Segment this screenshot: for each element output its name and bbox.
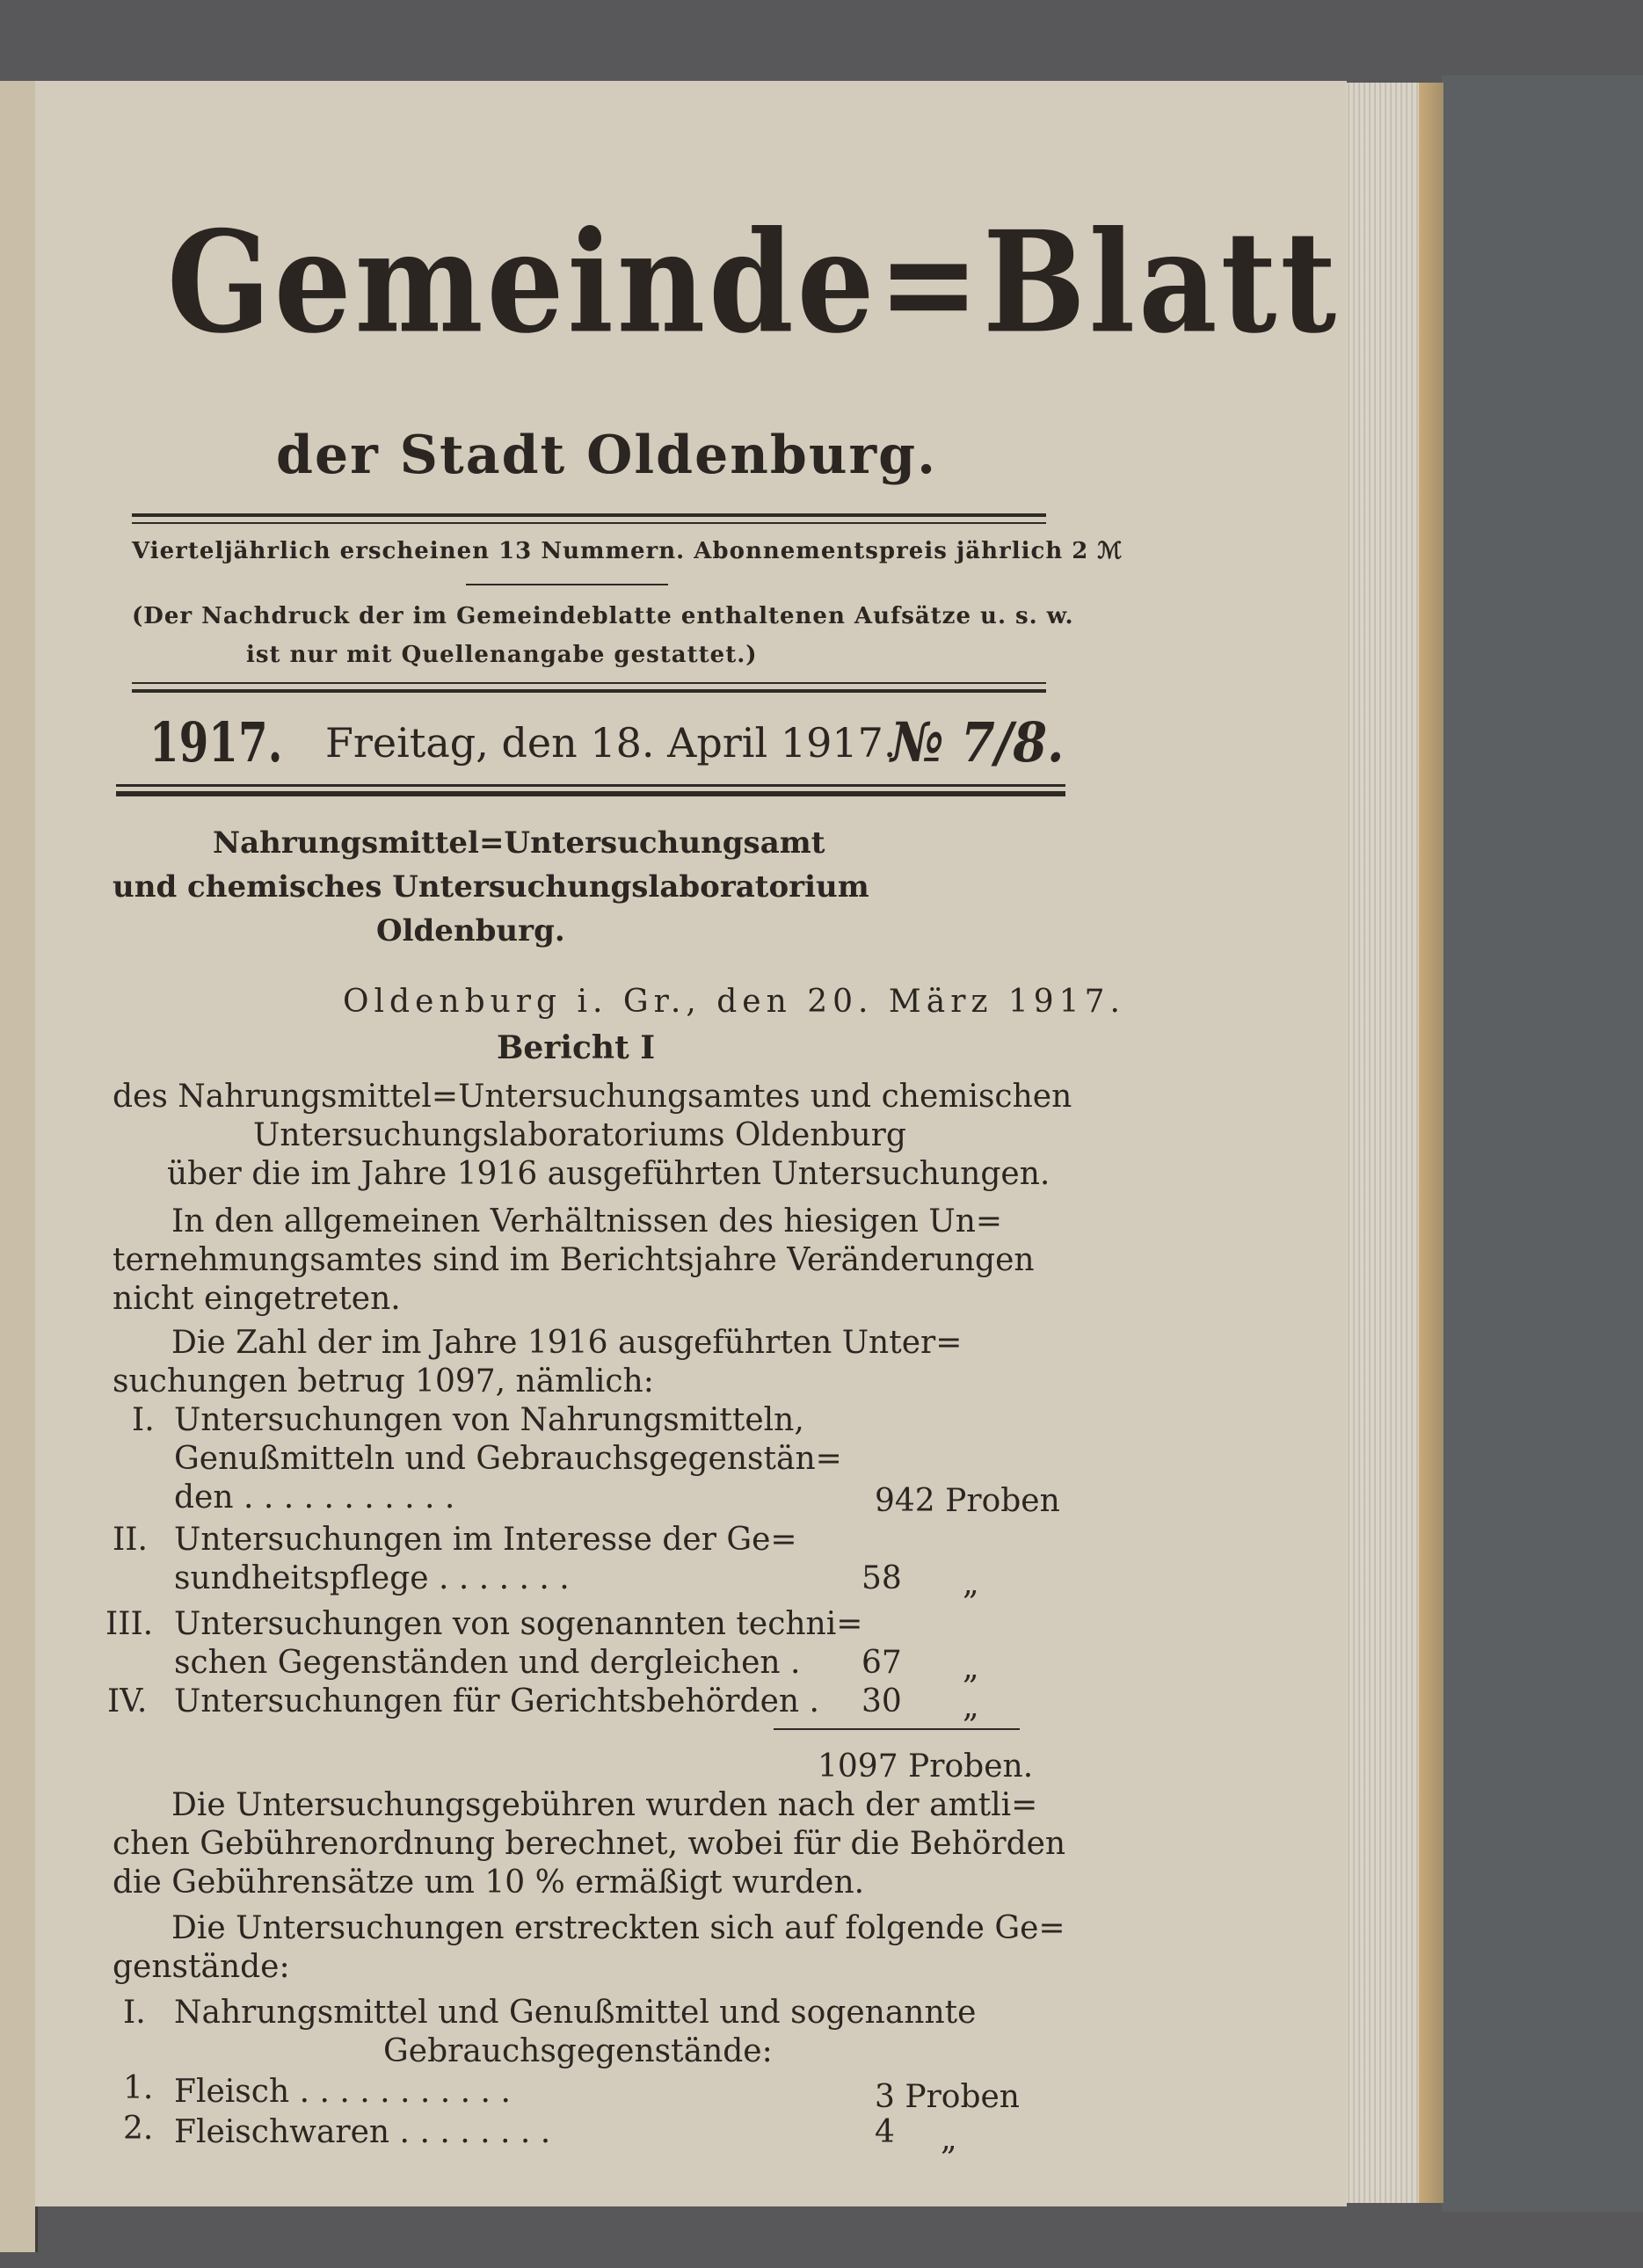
item-4-numeral: IV. bbox=[107, 1683, 148, 1719]
sub-item-1-value: 3 Proben bbox=[875, 2079, 1020, 2115]
paragraph4-line-1: Die Untersuchungen erstreckten sich auf folgende Ge= bbox=[171, 1910, 1065, 1946]
office-line-1: Nahrungsmittel=Untersuchungsamt bbox=[213, 825, 825, 861]
book-cover-edge bbox=[1442, 76, 1643, 2212]
masthead-title: Gemeinde=Blatt bbox=[167, 200, 1341, 365]
page-stack bbox=[1345, 83, 1443, 2203]
item-2-line-2: sundheitspflege . . . . . . . bbox=[174, 1560, 570, 1596]
masthead-rule-thin bbox=[132, 522, 1046, 524]
dateline bbox=[149, 710, 1064, 777]
item-1-line-2: Genußmitteln und Gebrauchsgegenstän= bbox=[174, 1441, 842, 1477]
issue-number: № 7/8. bbox=[890, 710, 1064, 774]
paragraph2-line-1: Die Zahl der im Jahre 1916 ausgeführten Unter= bbox=[171, 1325, 963, 1361]
report-subtitle-line-3: über die im Jahre 1916 ausgeführten Untersuchungen. bbox=[167, 1156, 1051, 1192]
subscription-line: Vierteljährlich erscheinen 13 Nummern. Abonnementspreis jährlich 2 ℳ bbox=[132, 538, 1123, 564]
item-1-line-3: den . . . . . . . . . . . bbox=[174, 1479, 455, 1516]
item-3-line-1: Untersuchungen von sogenannten techni= bbox=[174, 1606, 863, 1642]
reprint-notice-line-1: (Der Nachdruck der im Gemeindeblatte enthaltenen Aufsätze u. s. w. bbox=[132, 603, 1074, 629]
report-subtitle-line-1: des Nahrungsmittel=Untersuchungsamtes und chemischen bbox=[113, 1079, 1072, 1115]
sub-item-2-label: Fleischwaren . . . . . . . . bbox=[174, 2114, 551, 2150]
sub-item-2-value: 4 bbox=[875, 2114, 895, 2150]
paragraph3-line-1: Die Untersuchungsgebühren wurden nach der amtli= bbox=[171, 1787, 1038, 1823]
item-4-ditto: „ bbox=[963, 1689, 979, 1725]
item-3-line-2: schen Gegenständen und dergleichen . bbox=[174, 1645, 801, 1681]
section-line-1: Nahrungsmittel und Genußmittel und sogenannte bbox=[174, 1995, 977, 2031]
item-4-line-1: Untersuchungen für Gerichtsbehörden . bbox=[174, 1683, 819, 1719]
sub-item-1-num: 1. bbox=[123, 2070, 154, 2106]
sub-item-2-ditto: „ bbox=[941, 2121, 957, 2157]
masthead-rule bbox=[132, 513, 1046, 517]
paragraph3-line-3: die Gebührensätze um 10 % ermäßigt wurden. bbox=[113, 1865, 865, 1901]
item-2-ditto: „ bbox=[963, 1566, 979, 1602]
section-numeral: I. bbox=[123, 1995, 146, 2031]
dateline-rule bbox=[116, 784, 1065, 787]
paragraph3-line-2: chen Gebührenordnung berechnet, wobei für die Behörden bbox=[113, 1826, 1066, 1862]
report-title: Bericht I bbox=[497, 1029, 656, 1066]
sum-rule bbox=[774, 1728, 1020, 1730]
place-date: Oldenburg i. Gr., den 20. März 1917. bbox=[343, 984, 1125, 1020]
paragraph4-line-2: genstände: bbox=[113, 1949, 290, 1985]
item-4-value: 30 bbox=[861, 1683, 902, 1719]
section-line-2: Gebrauchsgegenstände: bbox=[383, 2033, 773, 2069]
item-2-numeral: II. bbox=[113, 1522, 148, 1558]
total-value: 1097 Proben. bbox=[818, 1748, 1034, 1785]
office-line-3: Oldenburg. bbox=[376, 913, 565, 949]
notice-rule bbox=[132, 682, 1046, 684]
item-3-value: 67 bbox=[861, 1645, 902, 1681]
paragraph1-line-1: In den allgemeinen Verhältnissen des hiesigen Un= bbox=[171, 1203, 1003, 1239]
item-1-line-1: Untersuchungen von Nahrungsmitteln, bbox=[174, 1402, 804, 1438]
facing-page-edge bbox=[0, 81, 38, 2252]
separator-short bbox=[466, 584, 668, 585]
item-1-numeral: I. bbox=[132, 1402, 155, 1438]
issue-year: 1917. bbox=[149, 710, 283, 774]
item-3-numeral: III. bbox=[105, 1606, 154, 1642]
paragraph1-line-2: ternehmungsamtes sind im Berichtsjahre Veränderungen bbox=[113, 1242, 1035, 1278]
dateline-rule-thick bbox=[116, 791, 1065, 796]
sub-item-1-label: Fleisch . . . . . . . . . . . bbox=[174, 2074, 511, 2110]
item-3-ditto: „ bbox=[963, 1650, 979, 1686]
sub-item-2-num: 2. bbox=[123, 2111, 154, 2147]
paragraph1-line-3: nicht eingetreten. bbox=[113, 1281, 401, 1317]
item-2-line-1: Untersuchungen im Interesse der Ge= bbox=[174, 1522, 797, 1558]
office-line-2: und chemisches Untersuchungslaboratorium bbox=[113, 869, 869, 905]
notice-rule-thick bbox=[132, 689, 1046, 693]
item-1-value: 942 Proben bbox=[875, 1483, 1060, 1519]
report-subtitle-line-2: Untersuchungslaboratoriums Oldenburg bbox=[253, 1117, 906, 1153]
issue-date: Freitag, den 18. April 1917. bbox=[325, 719, 897, 767]
newspaper-page bbox=[35, 81, 1347, 2206]
item-2-value: 58 bbox=[861, 1560, 902, 1596]
paragraph2-line-2: suchungen betrug 1097, nämlich: bbox=[113, 1363, 654, 1399]
masthead-subtitle: der Stadt Oldenburg. bbox=[276, 425, 937, 486]
reprint-notice-line-2: ist nur mit Quellenangabe gestattet.) bbox=[246, 642, 758, 668]
